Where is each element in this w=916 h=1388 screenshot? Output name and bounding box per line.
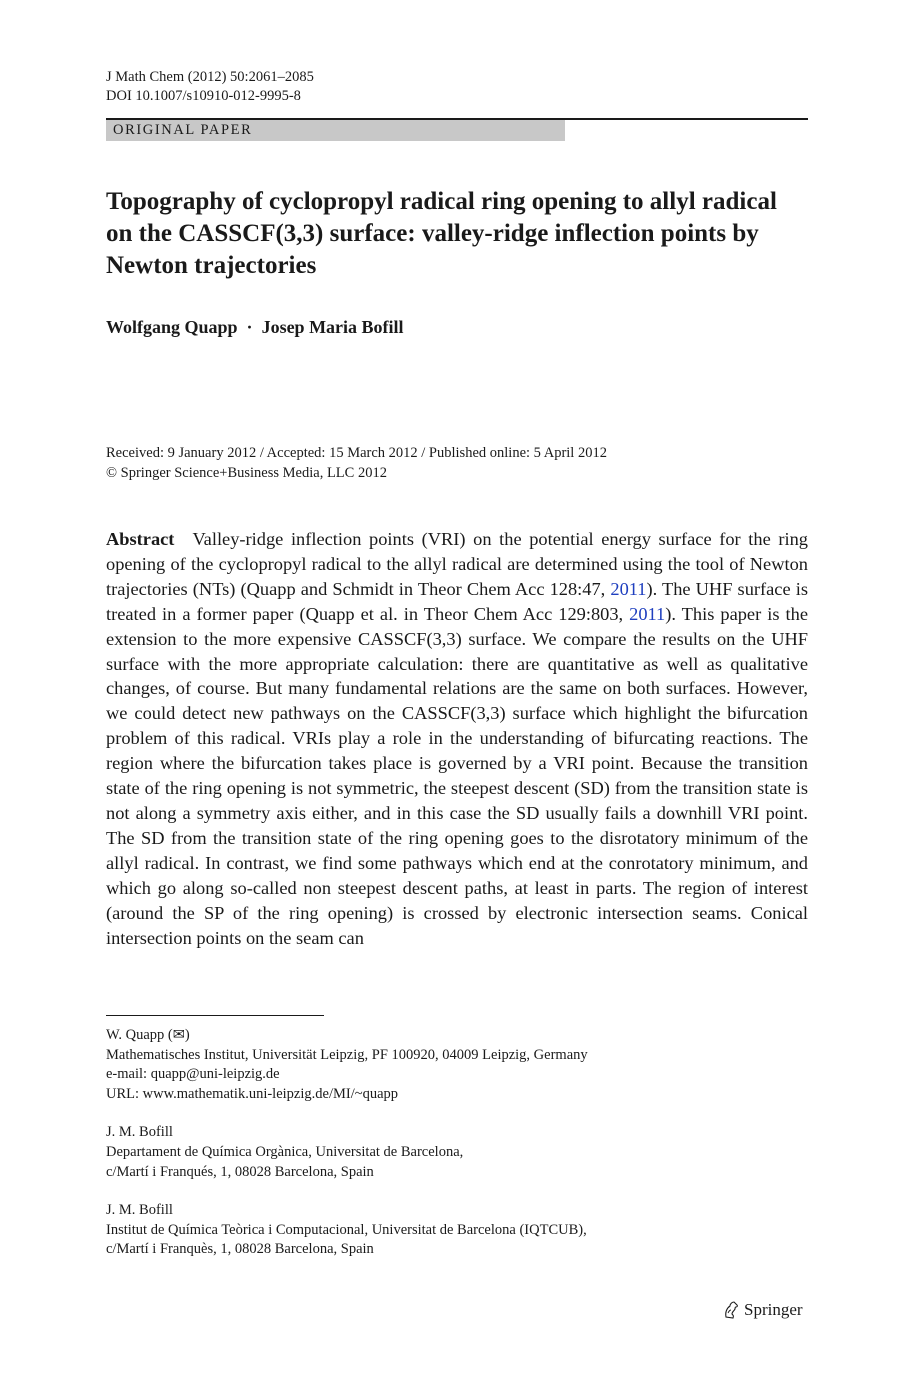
publisher-name: Springer (744, 1300, 803, 1319)
journal-citation: J Math Chem (2012) 50:2061–2085 (106, 69, 314, 85)
affiliation-line: c/Martí i Franquès, 1, 08028 Barcelona, Spain (106, 1241, 374, 1258)
affiliation-line: Mathematisches Institut, Universität Leipzig, PF 100920, 04009 Leipzig, Germany (106, 1046, 588, 1063)
affiliation-line: Institut de Química Teòrica i Computacional, Universitat de Barcelona (IQTCUB), (106, 1221, 587, 1238)
springer-horse-icon (723, 1301, 739, 1319)
affiliation-line: Departament de Química Orgànica, Universitat de Barcelona, (106, 1143, 464, 1160)
journal-doi: DOI 10.1007/s10910-012-9995-8 (106, 88, 301, 104)
affiliation-author: W. Quapp (✉) (106, 1027, 190, 1043)
affiliation-author: J. M. Bofill (106, 1124, 173, 1141)
author-1: Wolfgang Quapp (106, 317, 238, 337)
date-history: Received: 9 January 2012 / Accepted: 15 March 2012 / Published online: 5 April 2012 (106, 445, 607, 461)
author-separator: · (246, 317, 253, 337)
copyright-line: © Springer Science+Business Media, LLC 2012 (106, 465, 387, 481)
affiliation-author: J. M. Bofill (106, 1202, 173, 1219)
abstract (106, 527, 808, 950)
journal-header (106, 68, 314, 106)
citation-link-1[interactable]: 2011 (610, 578, 647, 599)
abstract-text-1: Valley-ridge inflection points (VRI) on the potential energy surface for the ring opening of the cyclopropyl radical to the allyl radical are determined using the tool of Newton trajectories (NTs) (Quapp and Schmidt in Theor Chem Acc 128:47, (106, 529, 808, 599)
citation-link-2[interactable]: 2011 (629, 603, 666, 624)
publisher-logo (723, 1299, 803, 1321)
affiliation-email[interactable]: e-mail: quapp@uni-leipzig.de (106, 1066, 280, 1083)
affiliation-block (106, 1123, 588, 1182)
publication-dates (106, 443, 607, 483)
author-2: Josep Maria Bofill (261, 317, 404, 337)
author-affiliations (106, 1026, 588, 1279)
paper-title: Topography of cyclopropyl radical ring opening to allyl radical on the CASSCF(3,3) surface: valley-ridge inflection points by Newton trajectories (106, 188, 777, 279)
abstract-label: Abstract (106, 529, 175, 549)
footnote-rule (106, 1015, 324, 1016)
affiliation-url[interactable]: URL: www.mathematik.uni-leipzig.de/MI/~quapp (106, 1085, 399, 1102)
paper-type: ORIGINAL PAPER (113, 122, 253, 138)
affiliation-block (106, 1201, 588, 1260)
author-list (106, 316, 404, 338)
abstract-text-2: ). The UHF surface is treated in a former paper (Quapp et al. in Theor Chem Acc 129:803, (106, 578, 808, 624)
abstract-text-3: ). This paper is the extension to the more expensive CASSCF(3,3) surface. We compare the results on the UHF surface with the more appropriate calculation: there are quantitative as well as qualitative changes, of course. But many fundamental relations are the same on both surfaces. However, we could detect new pathways on the CASSCF(3,3) surface which highlight the bifurcation problem of this radical. VRIs play a role in the understanding of bifurcating reactions. The region where the bifurcation takes place is governed by a VRI point. Because the transition state of the ring opening is not symmetric, the steepest descent (SD) from the transition state is not along a symmetry axis either, and in this case the SD usually fails a downhill VRI point. The SD from the transition state of the ring opening goes to the disrotatory minimum of the allyl radical. In contrast, we find some pathways which end at the conrotatory minimum, and which go along so-called non steepest descent paths, at least in parts. The region of interest (around the SP of the ring opening) is crossed by electronic intersection seams. Conical intersection points on the seam can (106, 603, 808, 948)
affiliation-block (106, 1026, 588, 1104)
affiliation-line: c/Martí i Franqués, 1, 08028 Barcelona, Spain (106, 1163, 374, 1180)
